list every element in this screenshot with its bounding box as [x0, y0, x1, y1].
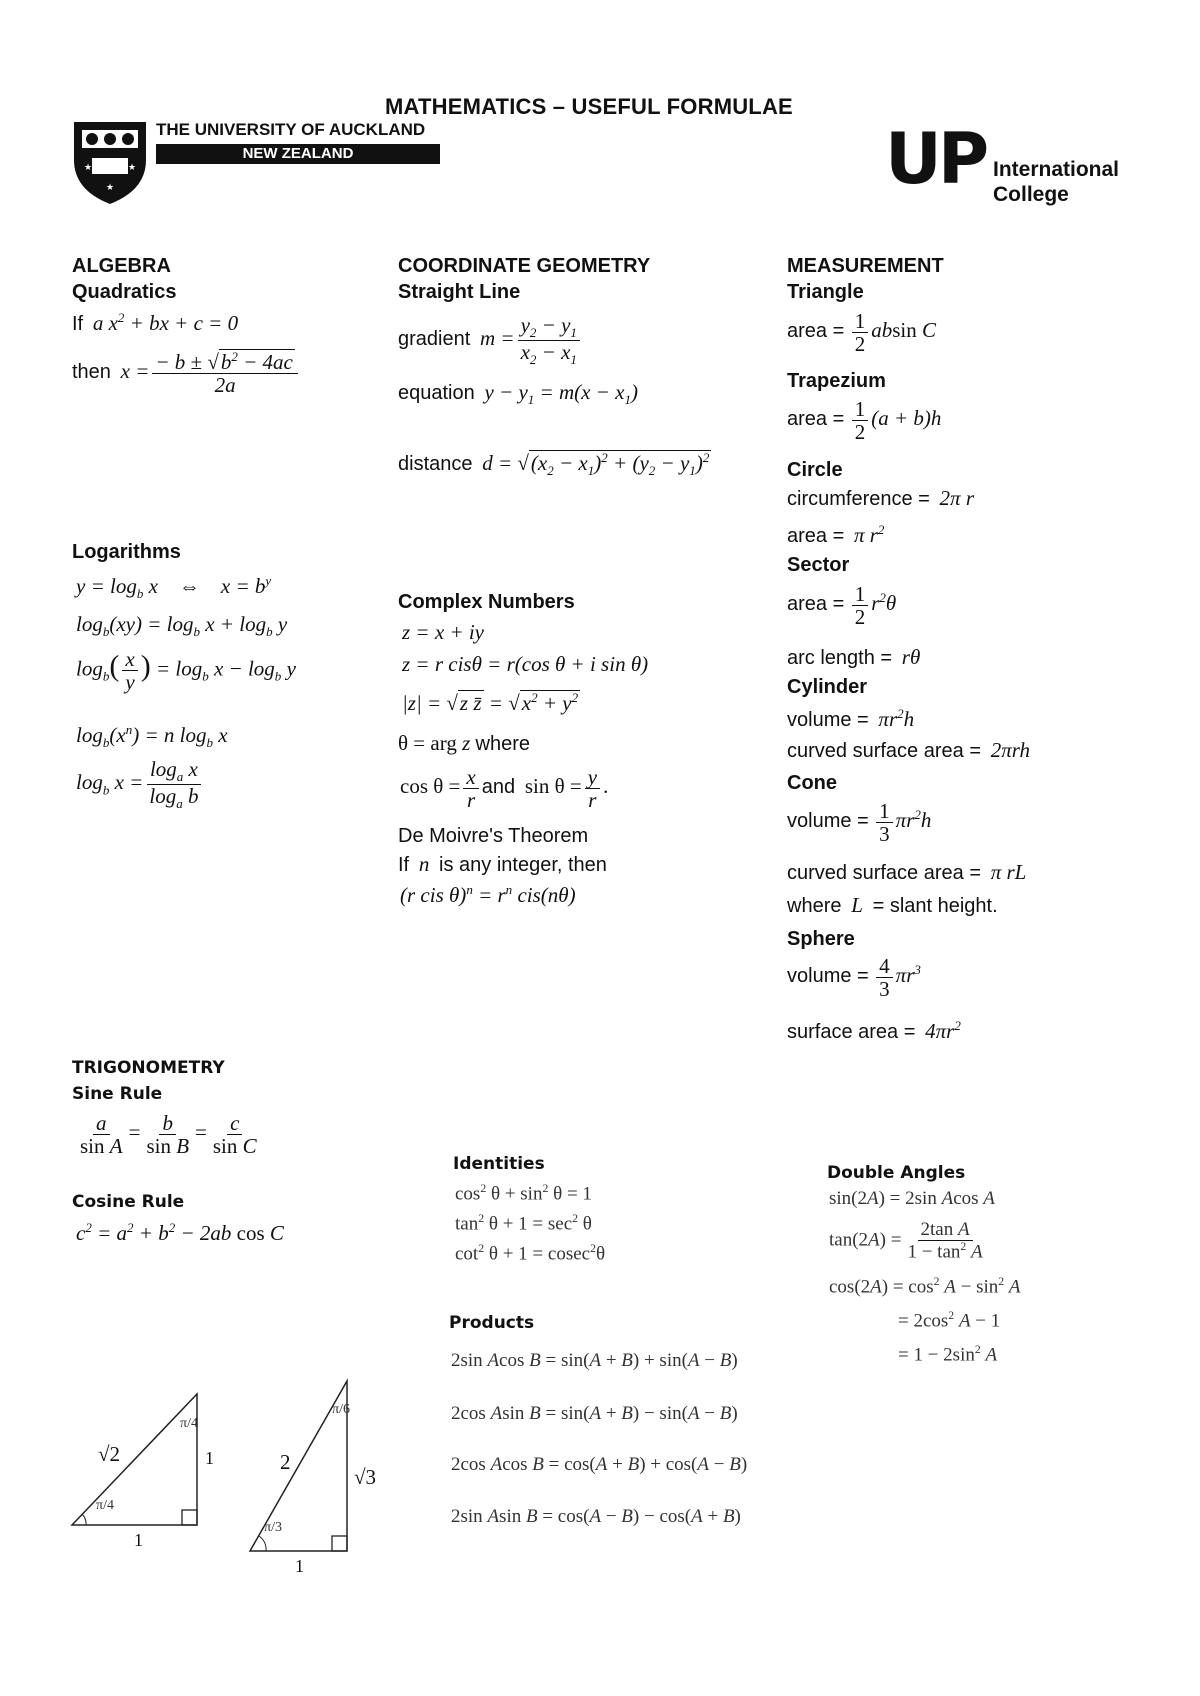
up-letters: UP [885, 118, 986, 200]
log-definition: $y = \log_b x$ ⇔ $x = b^y$ [76, 573, 272, 602]
svg-text:★: ★ [84, 162, 93, 172]
product-cos-cos: 2cos Acos B = cos(A + B) + cos(A − B) [451, 1454, 748, 1475]
product-cos-sin: 2cos Asin B = sin(A + B) − sin(A − B) [451, 1403, 738, 1424]
tri1-angle-top: π/4 [180, 1416, 198, 1431]
argument-line: θ = arg z where [398, 731, 531, 755]
triangle-30-diagram [240, 1370, 410, 1580]
log-quotient: $\log_b$( $\frac{x}{y}$ ) = $\log_b x - \log_b y$ [76, 647, 296, 695]
products-heading: Products [449, 1313, 535, 1333]
area-label: area = [787, 319, 845, 342]
up-line2: College [993, 183, 1069, 206]
tri1-hypotenuse: √2 [98, 1442, 121, 1466]
sector-area: area = $\frac{1}{2}$ $r^2\theta$ [787, 582, 897, 630]
integer-suffix: is any integer, then [439, 854, 607, 876]
identity-pythagorean: $\cos^2 \theta + \sin^2 \theta = 1$ [455, 1182, 592, 1205]
sine-rule-heading: Sine Rule [72, 1084, 163, 1104]
triangle-30-shape [240, 1370, 410, 1580]
cylinder-volume: volume = $\pi r^2h$ [787, 706, 915, 731]
cone-volume: volume = $\frac{1}{3}$ $\pi r^2h$ [787, 799, 932, 847]
log-product: $\log_b(xy) = \log_b x + \log_b y$ [76, 612, 288, 640]
volume-label: volume = [787, 964, 869, 987]
log-power: $\log_b(x^n) = n$ $\log_b x$ [76, 722, 228, 751]
double-tan: tan(2A) = $\frac{\text{2tan A}}{1 - \tan^2 A}$ [829, 1219, 983, 1263]
area-label: area = [787, 592, 845, 615]
product-sin-sin: 2sin Asin B = cos(A − B) − cos(A + B) [451, 1506, 741, 1527]
where-label: where [475, 733, 531, 755]
auckland-line1: THE UNIVERSITY OF AUCKLAND [156, 120, 426, 139]
triangle-heading: Triangle [787, 281, 864, 303]
circumference-label: circumference = [787, 488, 930, 510]
arc-length-label: arc length = [787, 647, 893, 669]
surface-area-label: surface area = [787, 1021, 916, 1043]
area-label: area = [787, 407, 845, 430]
cos-sin-line: cos θ = $\frac{x}{r}$ and sin θ = $\frac{y}{r}$ . [400, 765, 609, 813]
equation-label: equation [398, 382, 475, 404]
tri1-side-bottom: 1 [134, 1530, 143, 1550]
complex-polar: z = r cisθ = r(cos θ + i sin θ) [402, 652, 649, 676]
sine-rule-formula: $\frac{a}{\text{sin A}}$ = $\frac{b}{\text{sin B}}$ = $\frac{c}{\text{sin C}}$ [80, 1111, 257, 1159]
svg-text:★: ★ [128, 162, 137, 172]
sphere-surface: surface area = $4\pi r^2$ [787, 1018, 961, 1043]
double-cos-alt1: = $2\cos^2$ A − 1 [898, 1309, 1001, 1332]
triangle-area: area = $\frac{1}{2}$ absin C [787, 309, 936, 357]
gradient-label: gradient [398, 328, 471, 351]
identity-cot: $\cot^2 \theta + 1 = cosec^2\theta$ [455, 1242, 606, 1265]
circle-area: area = π $r^2$ [787, 522, 885, 547]
sphere-volume: volume = $\frac{4}{3}$ $\pi r^3$ [787, 954, 921, 1002]
slant-label: = slant height. [872, 895, 998, 917]
complex-cartesian: z = x + iy [402, 620, 484, 644]
tri1-angle-left: π/4 [96, 1498, 114, 1513]
if-label: If [72, 313, 84, 335]
identities-heading: Identities [453, 1154, 545, 1174]
auckland-line2: NEW ZEALAND [156, 144, 440, 164]
cosine-rule-formula: $c^2 = a^2 + b^2 - 2ab$ cos C [76, 1220, 284, 1245]
tri2-angle-left: π/3 [264, 1520, 282, 1535]
double-sin: sin(2A) = 2sin Acos A [829, 1188, 995, 1209]
then-label: then [72, 360, 111, 383]
slant-height-line: where L = slant height. [787, 893, 998, 917]
tri2-hypotenuse: 2 [280, 1450, 291, 1474]
logarithms-heading: Logarithms [72, 541, 181, 563]
algebra-heading: ALGEBRA [72, 255, 171, 277]
page-title: MATHEMATICS – USEFUL FORMULAE [385, 94, 793, 119]
quadratic-formula: then x = $\frac{- b \pm √b^2 - 4ac}{2a}$ [72, 350, 301, 396]
up-logo [885, 118, 1145, 208]
volume-label: volume = [787, 809, 869, 832]
gradient-formula: gradient m = $\frac{y_2 - y_1}{x_2 - x_1}$ [398, 314, 583, 367]
quadratics-heading: Quadratics [72, 281, 177, 303]
and-label: and [481, 775, 516, 798]
trapezium-area: area = $\frac{1}{2}$ (a + b)h [787, 397, 942, 445]
complex-modulus: |z| = √z z̄ = $√x^2 + y^2$ [402, 690, 579, 715]
integer-line: If n is any integer, then [398, 852, 607, 876]
curved-surface-label: curved surface area = [787, 862, 981, 884]
cone-heading: Cone [787, 772, 837, 794]
sphere-heading: Sphere [787, 928, 855, 950]
demoivre-formula: (r cis $\theta)^n = r^n$ cis(nθ) [400, 882, 576, 907]
volume-label: volume = [787, 709, 869, 731]
auckland-crest-icon [70, 120, 150, 206]
quadratic-equation: If a $x^2$ + bx + c = 0 [72, 310, 239, 335]
log-change-base: $\log_b x$ = $\frac{\log_a x}{\log_a b}$ [76, 758, 204, 811]
double-angles-heading: Double Angles [827, 1163, 966, 1183]
trapezium-heading: Trapezium [787, 370, 886, 392]
integer-prefix: If [398, 854, 410, 876]
tri1-side-right: 1 [205, 1448, 214, 1468]
auckland-logo [70, 120, 440, 210]
cosine-rule-heading: Cosine Rule [72, 1192, 185, 1212]
where-label: where [787, 895, 842, 917]
double-cos: $\cos(2A) = \cos^2 A - \sin^2 A$ [829, 1275, 1021, 1298]
trig-heading: TRIGONOMETRY [72, 1058, 225, 1078]
tri2-side-right: √3 [354, 1465, 377, 1489]
measurement-heading: MEASUREMENT [787, 255, 944, 277]
sector-heading: Sector [787, 554, 850, 576]
tri2-angle-top: π/6 [332, 1402, 350, 1417]
complex-heading: Complex Numbers [398, 591, 575, 613]
straight-line-heading: Straight Line [398, 281, 521, 303]
up-line1: International [993, 158, 1120, 181]
distance-formula: distance $d = √(x_2 - x_1)^2 + (y_2 - y_1)^2$ [398, 450, 710, 479]
cylinder-heading: Cylinder [787, 676, 868, 698]
demoivre-heading: De Moivre's Theorem [398, 825, 589, 847]
distance-label: distance [398, 453, 473, 475]
arc-length: arc length = rθ [787, 645, 921, 669]
cylinder-surface: curved surface area = 2πrh [787, 738, 1031, 762]
product-sin-cos: 2sin Acos B = sin(A + B) + sin(A − B) [451, 1350, 738, 1371]
line-equation: equation $y - y_1 = m(x - x_1)$ [398, 380, 638, 408]
identity-tan: $\tan^2 \theta + 1 = \sec^2 \theta$ [455, 1212, 592, 1235]
svg-text:★: ★ [106, 182, 115, 192]
coord-heading: COORDINATE GEOMETRY [398, 255, 651, 277]
tri2-side-bottom: 1 [295, 1556, 304, 1576]
area-label: area = [787, 525, 845, 547]
cone-surface: curved surface area = π rL [787, 860, 1027, 884]
curved-surface-label: curved surface area = [787, 740, 981, 762]
circumference-formula: circumference = 2π r [787, 486, 974, 510]
double-cos-alt2: = $1 - 2\sin^2$ A [898, 1343, 998, 1366]
circle-heading: Circle [787, 459, 843, 481]
